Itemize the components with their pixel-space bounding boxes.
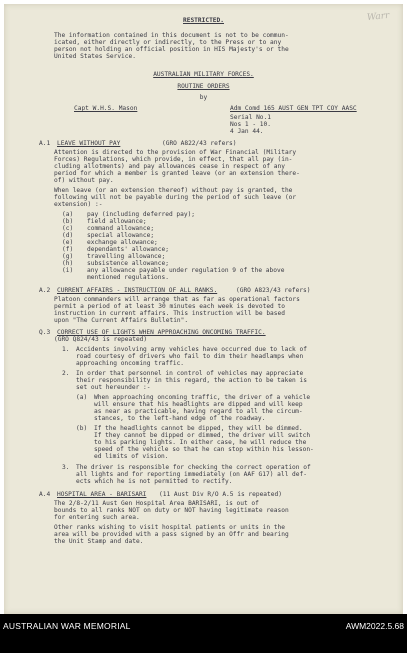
order-numbers: Nos 1 - 10. (230, 121, 271, 128)
list-item: field allowance; (87, 218, 147, 225)
subitem-marker: (a) (76, 394, 88, 401)
body-line: The driver is responsible for checking the correct operation of (76, 464, 311, 471)
section-reference: (GRO A823/43 refers) (236, 287, 311, 294)
body-line: approaching oncoming traffic. (76, 360, 185, 367)
restricted-heading: RESTRICTED. (183, 17, 224, 24)
body-line: cluding allotments) and pay allowances cease in respect of any (54, 163, 285, 170)
body-line: following will not be payable during the period of such leave (or (54, 194, 297, 201)
body-line: will ensure that his headlights are dipped and will keep (94, 401, 303, 408)
section-id: A.2 (39, 287, 51, 294)
notice-line-1: The information contained in this document is not to be commun- (54, 32, 289, 39)
section-reference: (GRO A822/43 refers) (162, 140, 237, 147)
body-line: bounds to all ranks NOT on duty or NOT having legitimate reason (54, 507, 289, 514)
body-line: period for which a member is granted leave (or an extension there- (54, 170, 300, 177)
body-line: upon "The Current Affairs Bulletin". (54, 317, 189, 324)
body-line: all lights and for reporting immediately (on AAF G17) all def- (76, 471, 307, 478)
section-reference: (11 Aust Div R/O A.5 is repeated) (159, 491, 282, 498)
force-heading: AUSTRALIAN MILITARY FORCES. (153, 71, 254, 78)
body-line: as near as practicable, having regard to all the circum- (94, 408, 303, 415)
body-line: In order that personnel in control of vehicles may appreciate (76, 370, 304, 377)
list-item: command allowance; (87, 225, 155, 232)
body-line: Accidents involving army vehicles have occurred due to lack of (76, 346, 307, 353)
body-line: Other ranks wishing to visit hospital patients or units in the (54, 524, 285, 531)
body-line: permit a period of at least 30 minutes each week is devoted to (54, 303, 285, 310)
list-item: mentioned regulations. (87, 274, 169, 281)
order-date: 4 Jan 44. (230, 128, 264, 135)
section-id: A.4 (39, 491, 51, 498)
item-number: 2. (62, 370, 70, 377)
body-line: ed limits of vision. (94, 453, 169, 460)
section-id: Q.3 (39, 329, 51, 336)
notice-line-2: icated, either directly or indirectly, to the Press or to any (54, 39, 282, 46)
list-marker: (i) (62, 267, 74, 274)
body-line: area will be provided with a pass signed by an Offr and bearing (54, 531, 289, 538)
body-line: When leave (or an extension thereof) without pay is granted, the (54, 187, 293, 194)
list-marker: (e) (62, 239, 74, 246)
list-item: dependants' allowance; (87, 246, 169, 253)
document-page (4, 4, 403, 614)
list-marker: (c) (62, 225, 74, 232)
body-line: Attention is directed to the provision of War Financial (Military (54, 149, 297, 156)
list-marker: (g) (62, 253, 74, 260)
notice-line-3: person not holding an official position in HIS Majesty's or the (54, 46, 289, 53)
body-line: If the headlights cannot be dipped, they will be dimmed. (94, 425, 303, 432)
body-line: instruction in current affairs. This instruction will be based (54, 310, 285, 317)
section-heading: CURRENT AFFAIRS - INSTRUCTION OF ALL RANKS. (57, 287, 218, 294)
list-item: any allowance payable under regulation 9 of the above (87, 267, 285, 274)
section-heading: CORRECT USE OF LIGHTS WHEN APPROACHING ONCOMING TRAFFIC. (57, 329, 266, 336)
unit-name: Adm Comd 165 AUST GEN TPT COY AASC (230, 105, 357, 112)
section-heading: LEAVE WITHOUT PAY (57, 140, 121, 147)
officer-name: Capt W.H.S. Mason (74, 105, 138, 112)
list-marker: (b) (62, 218, 74, 225)
serial-number: Serial No.1 (230, 114, 271, 121)
body-line: to his parking lights. In either case, he will reduce the (94, 439, 307, 446)
body-line: Forces) Regulations, which provide, in effect, that all pay (in- (54, 156, 293, 163)
item-number: 3. (62, 464, 70, 471)
list-marker: (f) (62, 246, 74, 253)
body-line: When approaching oncoming traffic, the driver of a vehicle (94, 394, 311, 401)
body-line: the Unit Stamp and date. (54, 538, 144, 545)
list-item: subsistence allowance; (87, 260, 169, 267)
body-line: road courtesy of drivers who fail to dim their headlamps when (76, 353, 304, 360)
item-number: 1. (62, 346, 70, 353)
body-line: their responsibility in this regard, the action to be taken is (76, 377, 307, 384)
list-item: special allowance; (87, 232, 155, 239)
archive-name: AUSTRALIAN WAR MEMORIAL (3, 621, 131, 631)
section-reference: (GRO Q824/43 is repeated) (54, 336, 148, 343)
list-marker: (d) (62, 232, 74, 239)
body-line: If they cannot be dipped or dimmed, the driver will switch (94, 432, 311, 439)
body-line: of) without pay. (54, 177, 114, 184)
subitem-marker: (b) (76, 425, 88, 432)
body-line: set out hereunder :- (76, 384, 151, 391)
body-line: ects which he is not permitted to rectify. (76, 478, 233, 485)
by-line: by (199, 94, 208, 101)
body-line: Platoon commanders will arrange that as far as operational factors (54, 296, 300, 303)
list-marker: (h) (62, 260, 74, 267)
list-item: pay (including deferred pay); (87, 211, 196, 218)
section-heading: HOSPITAL AREA - BARISARI (57, 491, 147, 498)
body-line: for entering such area. (54, 514, 140, 521)
archive-footer-bar (0, 614, 407, 653)
orders-title: ROUTINE ORDERS (177, 83, 230, 90)
list-item: exchange allowance; (87, 239, 158, 246)
body-line: extension) :- (54, 201, 103, 208)
list-item: travelling allowance; (87, 253, 166, 260)
notice-line-4: United States Service. (54, 53, 136, 60)
pencil-annotation: Warr (366, 10, 390, 24)
body-line: stances, to the left-hand edge of the roadway. (94, 415, 266, 422)
body-line: speed of the vehicle so that he can stop within his lesson- (94, 446, 314, 453)
archive-reference: AWM2022.5.68 (345, 621, 404, 631)
section-id: A.1 (39, 140, 51, 147)
body-line: The 2/8-2/11 Aust Gen Hospital Area BARISARI, is out of (54, 500, 259, 507)
list-marker: (a) (62, 211, 74, 218)
